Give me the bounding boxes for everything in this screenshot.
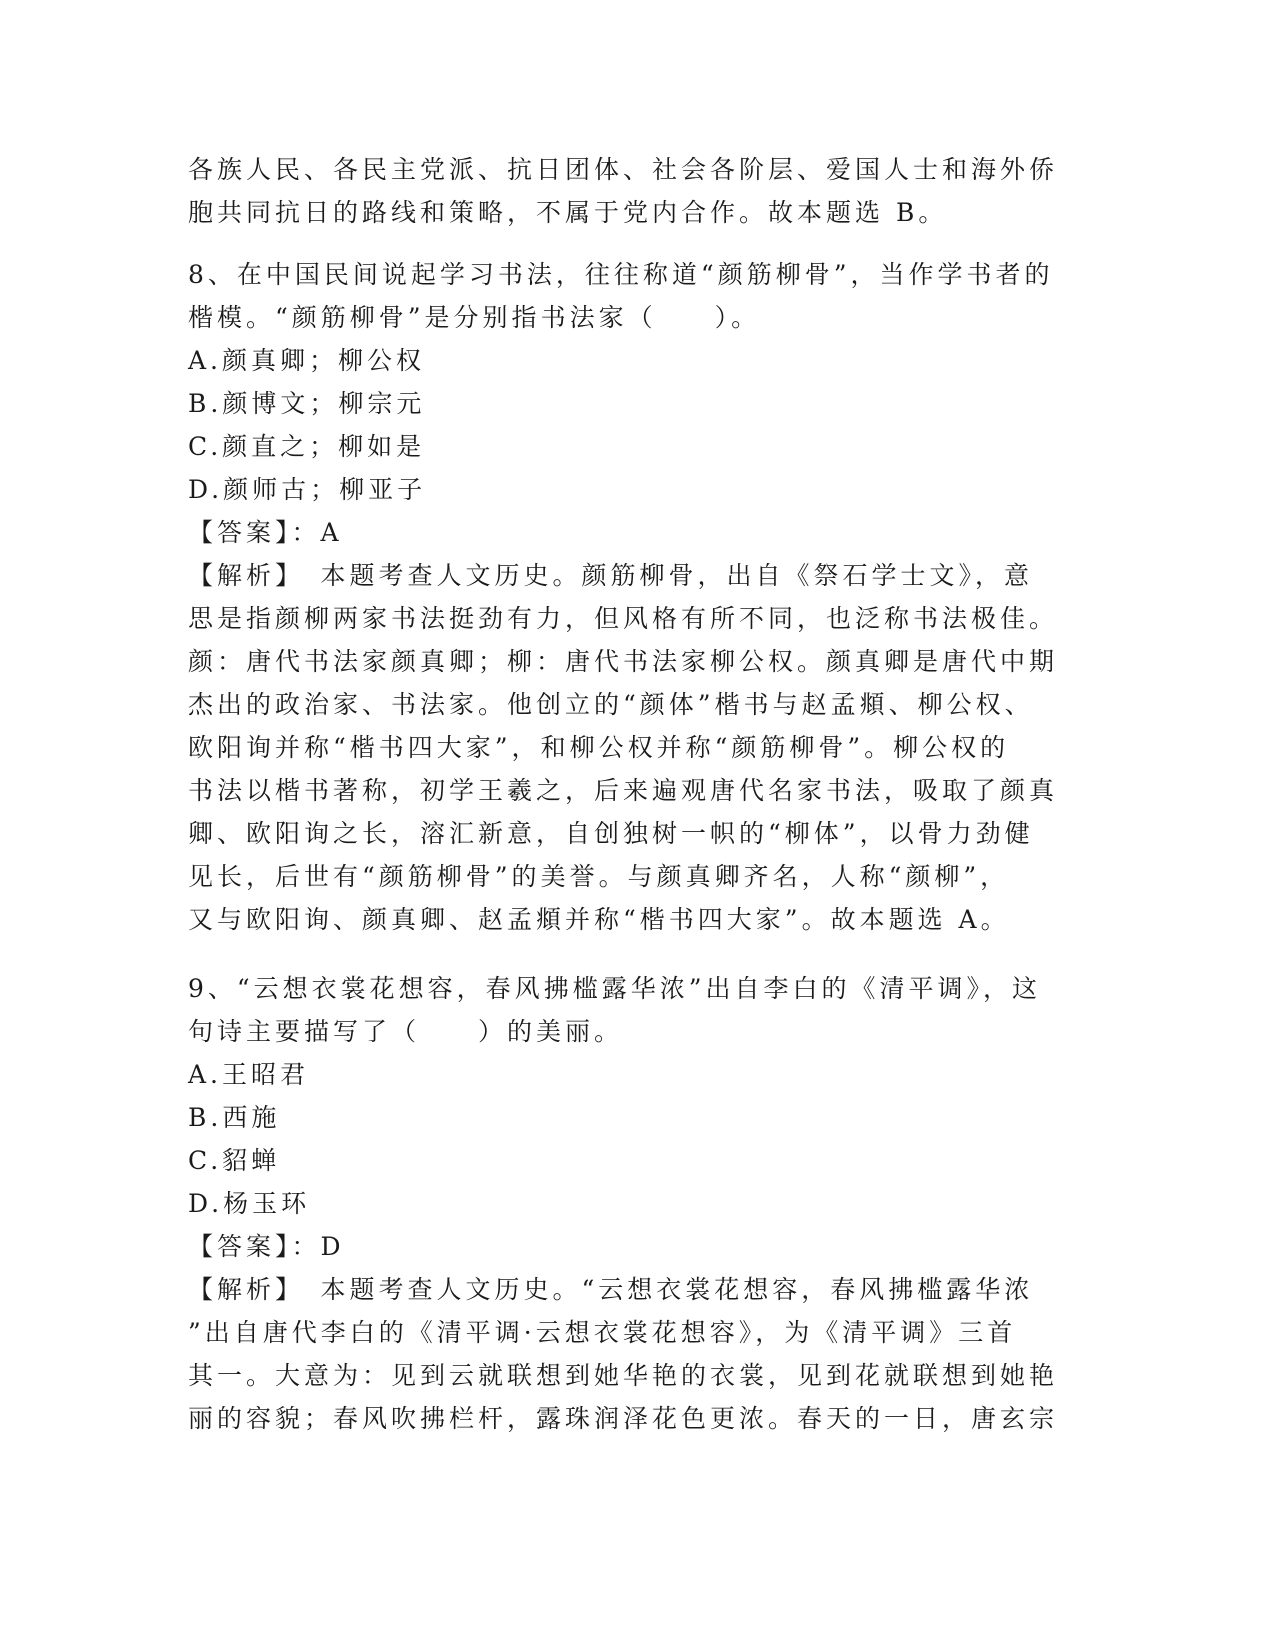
option-d: D.杨玉环 — [188, 1189, 311, 1218]
analysis-line: 书法以楷书著称，初学王羲之，后来遍观唐代名家书法，吸取了颜真 — [188, 776, 1059, 805]
question-8 — [188, 253, 1088, 941]
analysis-line: 【解析】 本题考查人文历史。“云想衣裳花想容，春风拂槛露华浓 — [188, 1275, 1034, 1304]
option-a: A.王昭君 — [188, 1060, 310, 1089]
answer: 【答案】：A — [188, 518, 343, 547]
question-9 — [188, 967, 1088, 1440]
answer: 【答案】：D — [188, 1232, 345, 1261]
analysis-line: 杰出的政治家、书法家。他创立的“颜体”楷书与赵孟頫、柳公权、 — [188, 690, 1034, 719]
previous-analysis-continuation — [188, 148, 1088, 234]
question-text-line: 9、“云想衣裳花想容，春风拂槛露华浓”出自李白的《清平调》，这 — [188, 974, 1041, 1003]
analysis-line: 其一。大意为：见到云就联想到她华艳的衣裳，见到花就联想到她艳 — [188, 1361, 1059, 1390]
analysis-line: 卿、欧阳询之长，溶汇新意，自创独树一帜的“柳体”，以骨力劲健 — [188, 819, 1034, 848]
analysis-line: 又与欧阳询、颜真卿、赵孟頫并称“楷书四大家”。故本题选 A。 — [188, 905, 1010, 934]
question-text-line: 8、在中国民间说起学习书法，往往称道“颜筋柳骨”，当作学书者的 — [188, 260, 1054, 289]
option-a: A.颜真卿；柳公权 — [188, 346, 426, 375]
option-b: B.颜博文；柳宗元 — [188, 389, 426, 418]
question-text-line: 楷模。“颜筋柳骨”是分别指书法家（ ）。 — [188, 303, 761, 332]
text-line: 各族人民、各民主党派、抗日团体、社会各阶层、爱国人士和海外侨 — [188, 155, 1059, 184]
analysis-line: 丽的容貌；春风吹拂栏杆，露珠润泽花色更浓。春天的一日，唐玄宗 — [188, 1404, 1059, 1433]
analysis-line: 见长，后世有“颜筋柳骨”的美誉。与颜真卿齐名，人称“颜柳”， — [188, 862, 1010, 891]
option-c: C.颜直之；柳如是 — [188, 432, 426, 461]
analysis-line: 【解析】 本题考查人文历史。颜筋柳骨，出自《祭石学士文》，意 — [188, 561, 1034, 590]
analysis-line: 思是指颜柳两家书法挺劲有力，但风格有所不同，也泛称书法极佳。 — [188, 604, 1059, 633]
option-c: C.貂蝉 — [188, 1146, 281, 1175]
analysis-line: ”出自唐代李白的《清平调·云想衣裳花想容》，为《清平调》三首 — [188, 1318, 1017, 1347]
analysis-line: 欧阳询并称“楷书四大家”，和柳公权并称“颜筋柳骨”。柳公权的 — [188, 733, 1010, 762]
text-line: 胞共同抗日的路线和策略，不属于党内合作。故本题选 B。 — [188, 198, 948, 227]
analysis-line: 颜：唐代书法家颜真卿；柳：唐代书法家柳公权。颜真卿是唐代中期 — [188, 647, 1059, 676]
option-b: B.西施 — [188, 1103, 281, 1132]
option-d: D.颜师古；柳亚子 — [188, 475, 427, 504]
question-text-line: 句诗主要描写了（ ）的美丽。 — [188, 1017, 624, 1046]
